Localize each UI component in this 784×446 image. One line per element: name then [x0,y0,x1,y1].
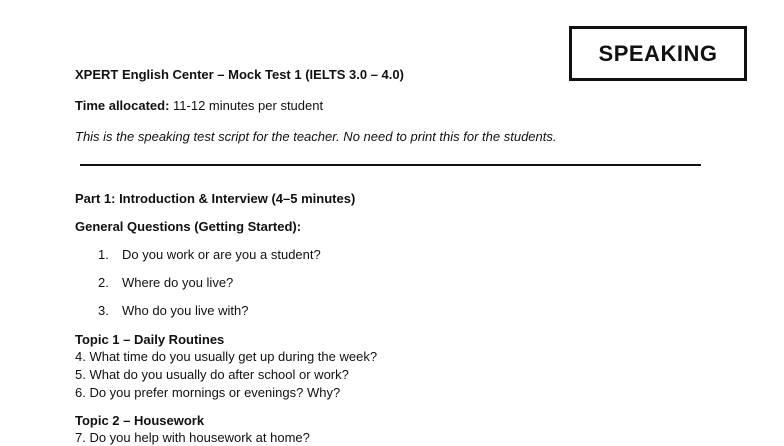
section-divider [80,164,701,166]
speaking-badge: SPEAKING [569,26,747,81]
list-item: 5. What do you usually do after school or work? [75,367,349,382]
list-item-text: Do you work or are you a student? [122,247,321,262]
list-item [98,302,248,319]
list-item: 4. What time do you usually get up during the week? [75,349,378,364]
list-item-number: 1. [98,247,109,262]
time-allocated [75,97,323,114]
part1-title: Part 1: Introduction & Interview (4–5 minutes) [75,191,356,206]
topic1-title: Topic 1 – Daily Routines [75,332,225,347]
teacher-note: This is the speaking test script for the teacher. No need to print this for the students. [75,129,557,144]
list-item: 7. Do you help with housework at home? [75,430,310,445]
general-questions-title: General Questions (Getting Started): [75,219,302,234]
topic2-title: Topic 2 – Housework [75,413,205,428]
list-item [98,246,321,263]
list-item-text: Where do you live? [122,275,234,290]
test-title: XPERT English Center – Mock Test 1 (IELTS 3.0 – 4.0) [75,67,404,82]
list-item-number: 2. [98,275,109,290]
time-value: 11-12 minutes per student [169,98,324,113]
time-label: Time allocated: [75,98,170,113]
list-item [98,274,233,291]
list-item-text: Who do you live with? [122,303,249,318]
list-item-number: 3. [98,303,109,318]
list-item: 6. Do you prefer mornings or evenings? Why? [75,385,341,400]
